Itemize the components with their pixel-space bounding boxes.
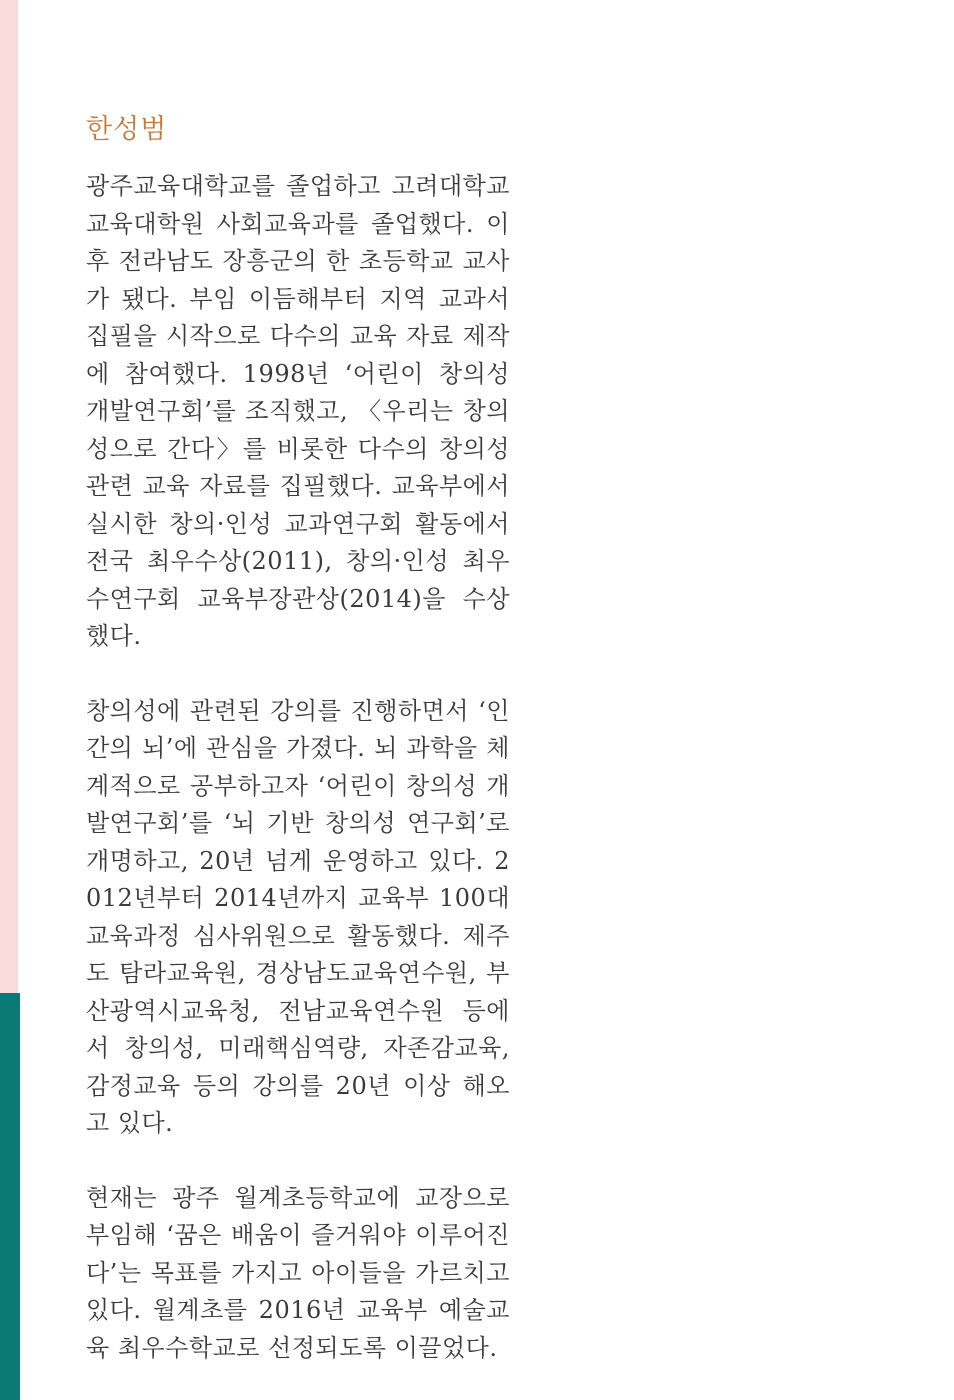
author-bio-section	[86, 114, 510, 1367]
bio-paragraph-career: 광주교육대학교를 졸업하고 고려대학교 교육대학원 사회교육과를 졸업했다. 이후 전라남도 장흥군의 한 초등학교 교사가 됐다. 부임 이듬해부터 지역 교과서 집필을 시작으로 다수의 교육 자료 제작에 참여했다. 1998년 ‘어린이 창의성 개발연구회’를 조직했고, 〈우리는 창의성으로 간다〉를 비롯한 다수의 창의성 관련 교육 자료를 집필했다. 교육부에서 실시한 창의·인성 교과연구회 활동에서 전국 최우수상(2011), 창의·인성 최우수연구회 교육부장관상(2014)을 수상했다.	[86, 172, 510, 650]
bio-paragraph-current: 현재는 광주 월계초등학교에 교장으로 부임해 ‘꿈은 배움이 즐거워야 이루어진다’는 목표를 가지고 아이들을 가르치고 있다. 월계초를 2016년 교육부 예술교육 최우수학교로 선정되도록 이끌었다.	[86, 1183, 510, 1362]
author-bio-text	[86, 168, 510, 1367]
bio-paragraph-research: 창의성에 관련된 강의를 진행하면서 ‘인간의 뇌’에 관심을 가졌다. 뇌 과학을 체계적으로 공부하고자 ‘어린이 창의성 개발연구회’를 ‘뇌 기반 창의성 연구회’로 개명하고, 20년 넘게 운영하고 있다. 2012년부터 2014년까지 교육부 100대 교육과정 심사위원으로 활동했다. 제주도 탐라교육원, 경상남도교육연수원, 부산광역시교육청, 전남교육연수원 등에서 창의성, 미래핵심역량, 자존감교육, 감정교육 등의 강의를 20년 이상 해오고 있다.	[86, 696, 510, 1137]
margin-stripe-teal	[0, 993, 20, 1400]
margin-stripe-pink	[0, 0, 18, 993]
author-name-title: 한성범	[86, 114, 168, 145]
